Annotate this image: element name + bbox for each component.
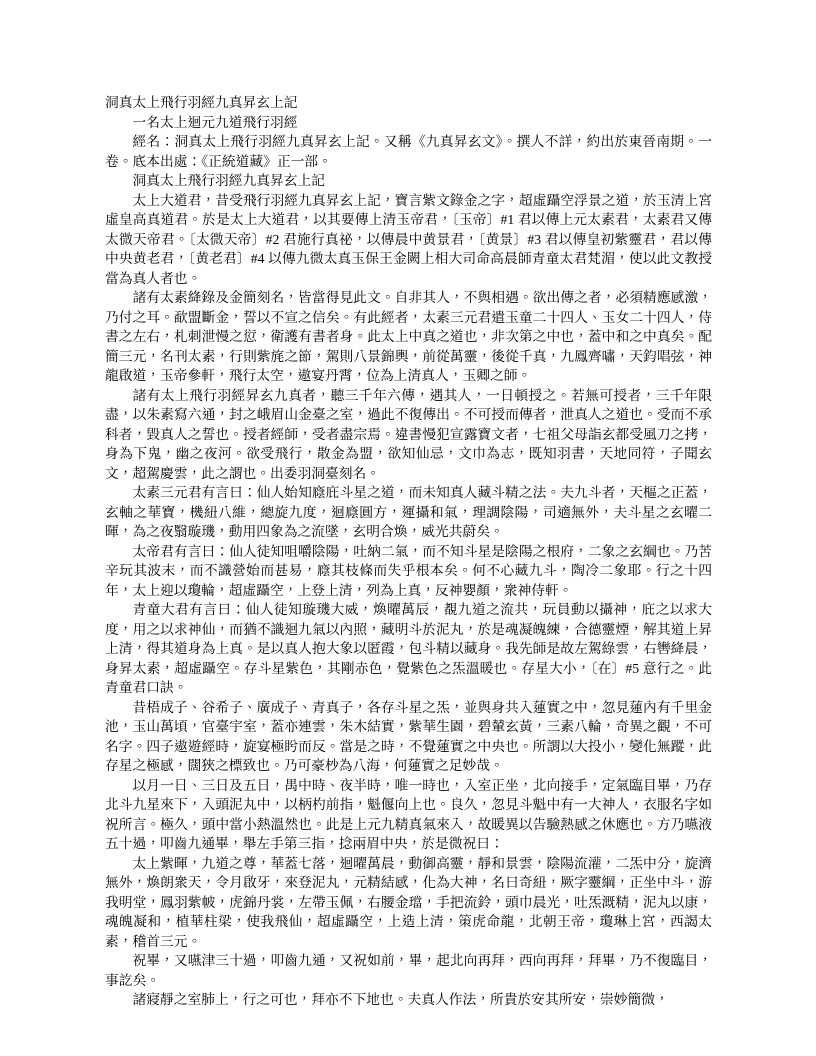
paragraph: 昔梧成子、谷希子、廣成子、青真子，各存斗星之炁，並與身共入蓮實之中，忽見蓮內有千里金池，玉山萬頃，官臺宇室，蓋亦連雲，朱木結實，紫華生園，碧輦玄黃，三素八輪，奇異之觀，不可名字。四子遨遊經時，旋宴極盻而反。當是之時，不覺蓮實之中央也。所謂以大投小，變化無蹤，此存星之極感，闊狹之標致也。乃可豪杪為八海，何蓮實之足妙哉。: [105, 699, 712, 773]
paragraph: 以月一日、三日及五日，禺中時、夜半時，唯一時也，入室正坐，北向接手，定氣臨目畢，乃存北斗九星來下，入頭泥丸中，以柄杓前指，魁偃向上也。良久，忽見斗魁中有一大神人，衣服名字如祝所言。極久，頭中當小熱溫然也。此是上元九精真氣來入，故暖異以告驗熱感之休應也。方乃嚥液五十過，叩齒九通畢，舉左手第三指，捻兩眉中央，於是微祝曰：: [105, 777, 712, 851]
document-text-block: [105, 93, 712, 1010]
paragraph: 諸有太素絳錄及金簡刻名，皆當得見此文。自非其人，不與相遇。欲出傳之者，必須精應感激，乃付之耳。歃盟斷金，誓以不宣之信矣。有此經者，太素三元君遣玉童二十四人、玉女二十四人，侍書之左右，札刺泄慢之愆，衛護有書者身。此太上中真之道也，非次第之中也，蓋中和之中真矣。配簡三元，名刊太素，行則紫旄之節，駕則八景錦輿，前從萬靈，後從千真，九鳳齊嘯，天鈞唱弦，神龍啟道，玉帝參軒，飛行太空，遨宴丹霄，位為上清真人，玉卿之師。: [105, 290, 712, 383]
paragraph: 青童大君有言曰：仙人徒知璇璣大威，煥曜萬辰，覩九道之流共，玩員動以攝神，庇之以求大度，用之以求神仙，而猶不識迴九氣以內照，藏明斗於泥丸，於是魂凝魄練，合德靈煙，解其道上昇上清，得其道身為上真。是以真人抱大象以匿霞，包斗精以藏身。我先師是故左駕綠雲，右轡絳晨，身昇太素，超虛躡空。存斗星紫色，其剛赤色，覺紫色之炁溫暖也。存星大小，〔在〕#5 意行之。此青童君口訣。: [105, 602, 712, 695]
paragraph: 太上紫暉，九道之尊，華蓋七落，迴曜萬晨，動御高靈，靜和景雲，陰陽流灌，二炁中分，旋濟無外，煥朗衆天，令月啟牙，來登泥丸，元精結感，化為大神，名曰奇紐，厥字靈綱，正坐中斗，游我明堂，鳳羽紫帔，虎錦丹裳，左帶玉佩，右腰金璫，手把流鈴，頭巾晨光，吐炁溉精，泥丸以康，魂魄凝和，植華柱梁，使我飛仙，超虛躡空，上造上清，策虎命龍，北朝王帝，瓊琳上宮，西謁太素，稽首三元。: [105, 855, 712, 949]
paragraph: 諸有太上飛行羽經昇玄九真者，聽三千年六傳，遇其人，一日頓授之。若無可授者，三千年限盡，以朱素寫六通，封之峨眉山金臺之室，過此不復傳出。不可授而傳者，泄真人之道也。受而不承科者，毀真人之誓也。授者經師，受者盡宗焉。違書慢犯宣露寶文者，七祖父母詣玄都受風刀之拷，身為下鬼，幽之夜河。欲受飛行，散金為盟，欲知仙忌，文巾為志，既知羽書，天地同符，子聞玄文，超駕慶雲，此之謂也。出委羽洞臺刻名。: [105, 387, 712, 481]
paragraph: 太素三元君有言曰：仙人始知廕庇斗星之道，而未知真人藏斗精之法。夫九斗者，天樞之正蓋，玄軸之華寶，機紐八維，總旋九度，迴廕圓方，運攝和氣，理調陰陽，司適無外，夫斗星之玄曜二暉，為之夜翳璇璣，動用四象為之流墜，玄明合煥，威光共蔚矣。: [105, 485, 712, 539]
alt-title-line: 一名太上迴元九道飛行羽經: [132, 114, 298, 130]
bibliographic-note: 經名：洞真太上飛行羽經九真昇玄上記。又稱《九真昇玄文》。撰人不詳，約出於東晉南期。一卷。底本出處：《正統道藏》正一部。: [105, 134, 712, 169]
paragraph: 太帝君有言曰：仙人徒知咀嚼陰陽，吐納二氣，而不知斗星是陰陽之根府，二象之玄綱也。乃苦辛玩其波末，而不識營始而甚易，廕其枝條而失乎根本矣。何不心藏九斗，陶冷二象耶。行之十四年，太上迎以瓊輪，超虛躡空，上登上清，列為上真，反神嬰顏，衆神侍軒。: [105, 543, 712, 598]
section-heading: 洞真太上飛行羽經九真昇玄上記: [132, 173, 326, 188]
document-title-line: 洞真太上飛行羽經九真昇玄上記: [105, 95, 298, 110]
paragraph: 祝畢，又嚥津三十過，叩齒九通，又祝如前，畢，起北向再拜，西向再拜，拜畢，乃不復臨目，事訖矣。: [105, 953, 712, 988]
paragraph: 太上大道君，昔受飛行羽經九真昇玄上記，寶言紫文錄金之字，超虛躡空浮景之道，於玉清上宮虛皇高真道君。於是太上大道君，以其要傳上清玉帝君，〔玉帝〕#1 君以傳上元太素君，太素君又傳太微天帝君。〔太微天帝〕#2 君施行真祕，以傳晨中黄景君，〔黄景〕#3 君以傳皇初紫靈君，君以傳中央黄老君，〔黄老君〕#4 以傳九微太真玉保王金闕上相大司命高晨師青童太君梵湄，使以此文教授當為真人者也。: [105, 192, 712, 286]
paragraph: 諸寢靜之室肺上，行之可也，拜亦不下地也。夫真人作法，所貴於安其所安，崇妙簡微，: [132, 992, 669, 1007]
